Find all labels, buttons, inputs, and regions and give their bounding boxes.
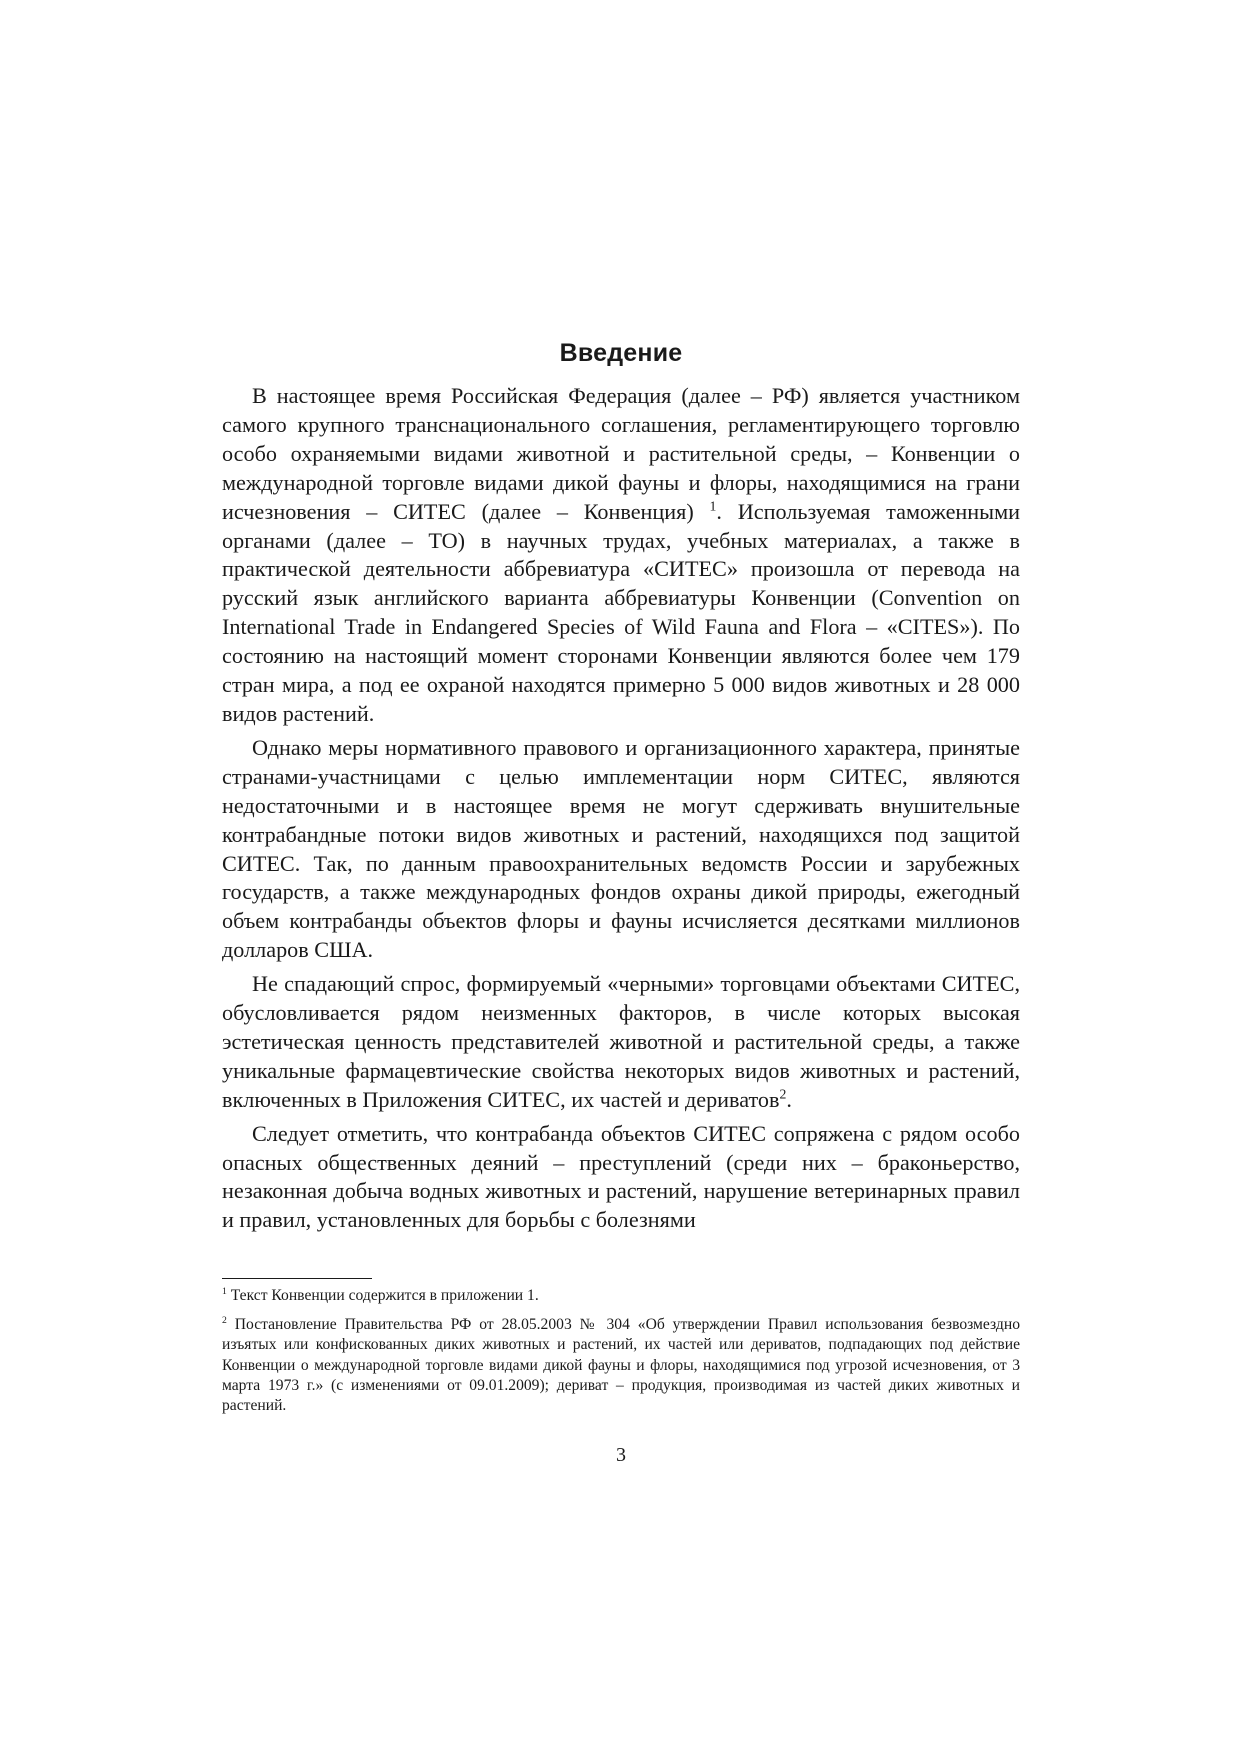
paragraph-2-text: Однако меры нормативного правового и организационного характера, принятые странами-участницами с целью имплементации норм СИТЕС, являются недостаточными и в настоящее время не могут сдерживать внушительные контрабандные потоки видов животных и растений, находящихся под защитой СИТЕС. Так, по данным правоохранительных ведомств России и зарубежных государств, а также международных фондов охраны дикой природы, ежегодный объем контрабанды объектов флоры и фауны исчисляется десятками миллионов долларов США. — [222, 734, 1020, 963]
paragraph-1-text-b: . Используемая таможенными органами (далее – ТО) в научных трудах, учебных материалах, а также в практической деятельности аббревиатура «СИТЕС» произошла от перевода на русский язык английского варианта аббревиатуры Конвенции (Convention on International Trade in Endangered Species of Wild Fauna and Flora – «CITES»). По состоянию на настоящий момент сторонами Конвенции являются более чем 179 стран мира, а под ее охраной находятся примерно 5 000 видов животных и 28 000 видов растений. — [222, 498, 1020, 726]
paragraph-4-text: Следует отметить, что контрабанда объектов СИТЕС сопряжена с рядом особо опасных общественных деяний – преступлений (среди них – браконьерство, незаконная добыча водных животных и растений, нарушение ветеринарных правил и правил, установленных для борьбы с болезнями — [222, 1120, 1020, 1233]
footnote-ref-1: 1 — [709, 498, 717, 514]
paragraph-4 — [222, 1120, 1020, 1236]
footnotes — [222, 1286, 1020, 1425]
footnote-2 — [222, 1315, 1020, 1416]
paragraph-1 — [222, 382, 1020, 729]
page-number: 3 — [616, 1444, 626, 1466]
paragraph-3-text-a: Не спадающий спрос, формируемый «черными» торговцами объектами СИТЕС, обусловливается рядом неизменных факторов, в числе которых высокая эстетическая ценность представителей животной и растительной среды, а также уникальные фармацевтические свойства некоторых видов животных и растений, включенных в Приложения СИТЕС, их частей и дериватов — [222, 971, 1020, 1112]
footnote-divider — [222, 1278, 372, 1279]
body-text — [222, 382, 1020, 1240]
footnote-1-mark: 1 — [222, 1285, 227, 1297]
paragraph-3-text-b: . — [786, 1086, 792, 1112]
footnote-1-text: Текст Конвенции содержится в приложении 1. — [226, 1287, 539, 1304]
footnote-ref-2: 2 — [779, 1086, 787, 1102]
section-heading: Введение — [559, 339, 683, 367]
paragraph-3 — [222, 970, 1020, 1115]
paragraph-1-text-a: В настоящее время Российская Федерация (далее – РФ) является участником самого крупного транснационального соглашения, регламентирующего торговлю особо охраняемыми видами животной и растительной среды, – Конвенции о международной торговле видами дикой фауны и флоры, находящимися на грани исчезновения – СИТЕС (далее – Конвенция) — [222, 383, 1020, 524]
paragraph-2 — [222, 734, 1020, 965]
footnote-1 — [222, 1286, 1020, 1306]
footnote-2-mark: 2 — [222, 1315, 227, 1327]
footnote-2-text: Постановление Правительства РФ от 28.05.2003 № 304 «Об утверждении Правил использования безвозмездно изъятых или конфискованных диких животных и растений, их частей или дериватов, подпадающих под действие Конвенции о международной торговле видами дикой фауны и флоры, находящимися под угрозой исчезновения, от 3 марта 1973 г.» (с изменениями от 09.01.2009); дериват – продукция, производимая из частей диких животных и растений. — [222, 1316, 1020, 1415]
